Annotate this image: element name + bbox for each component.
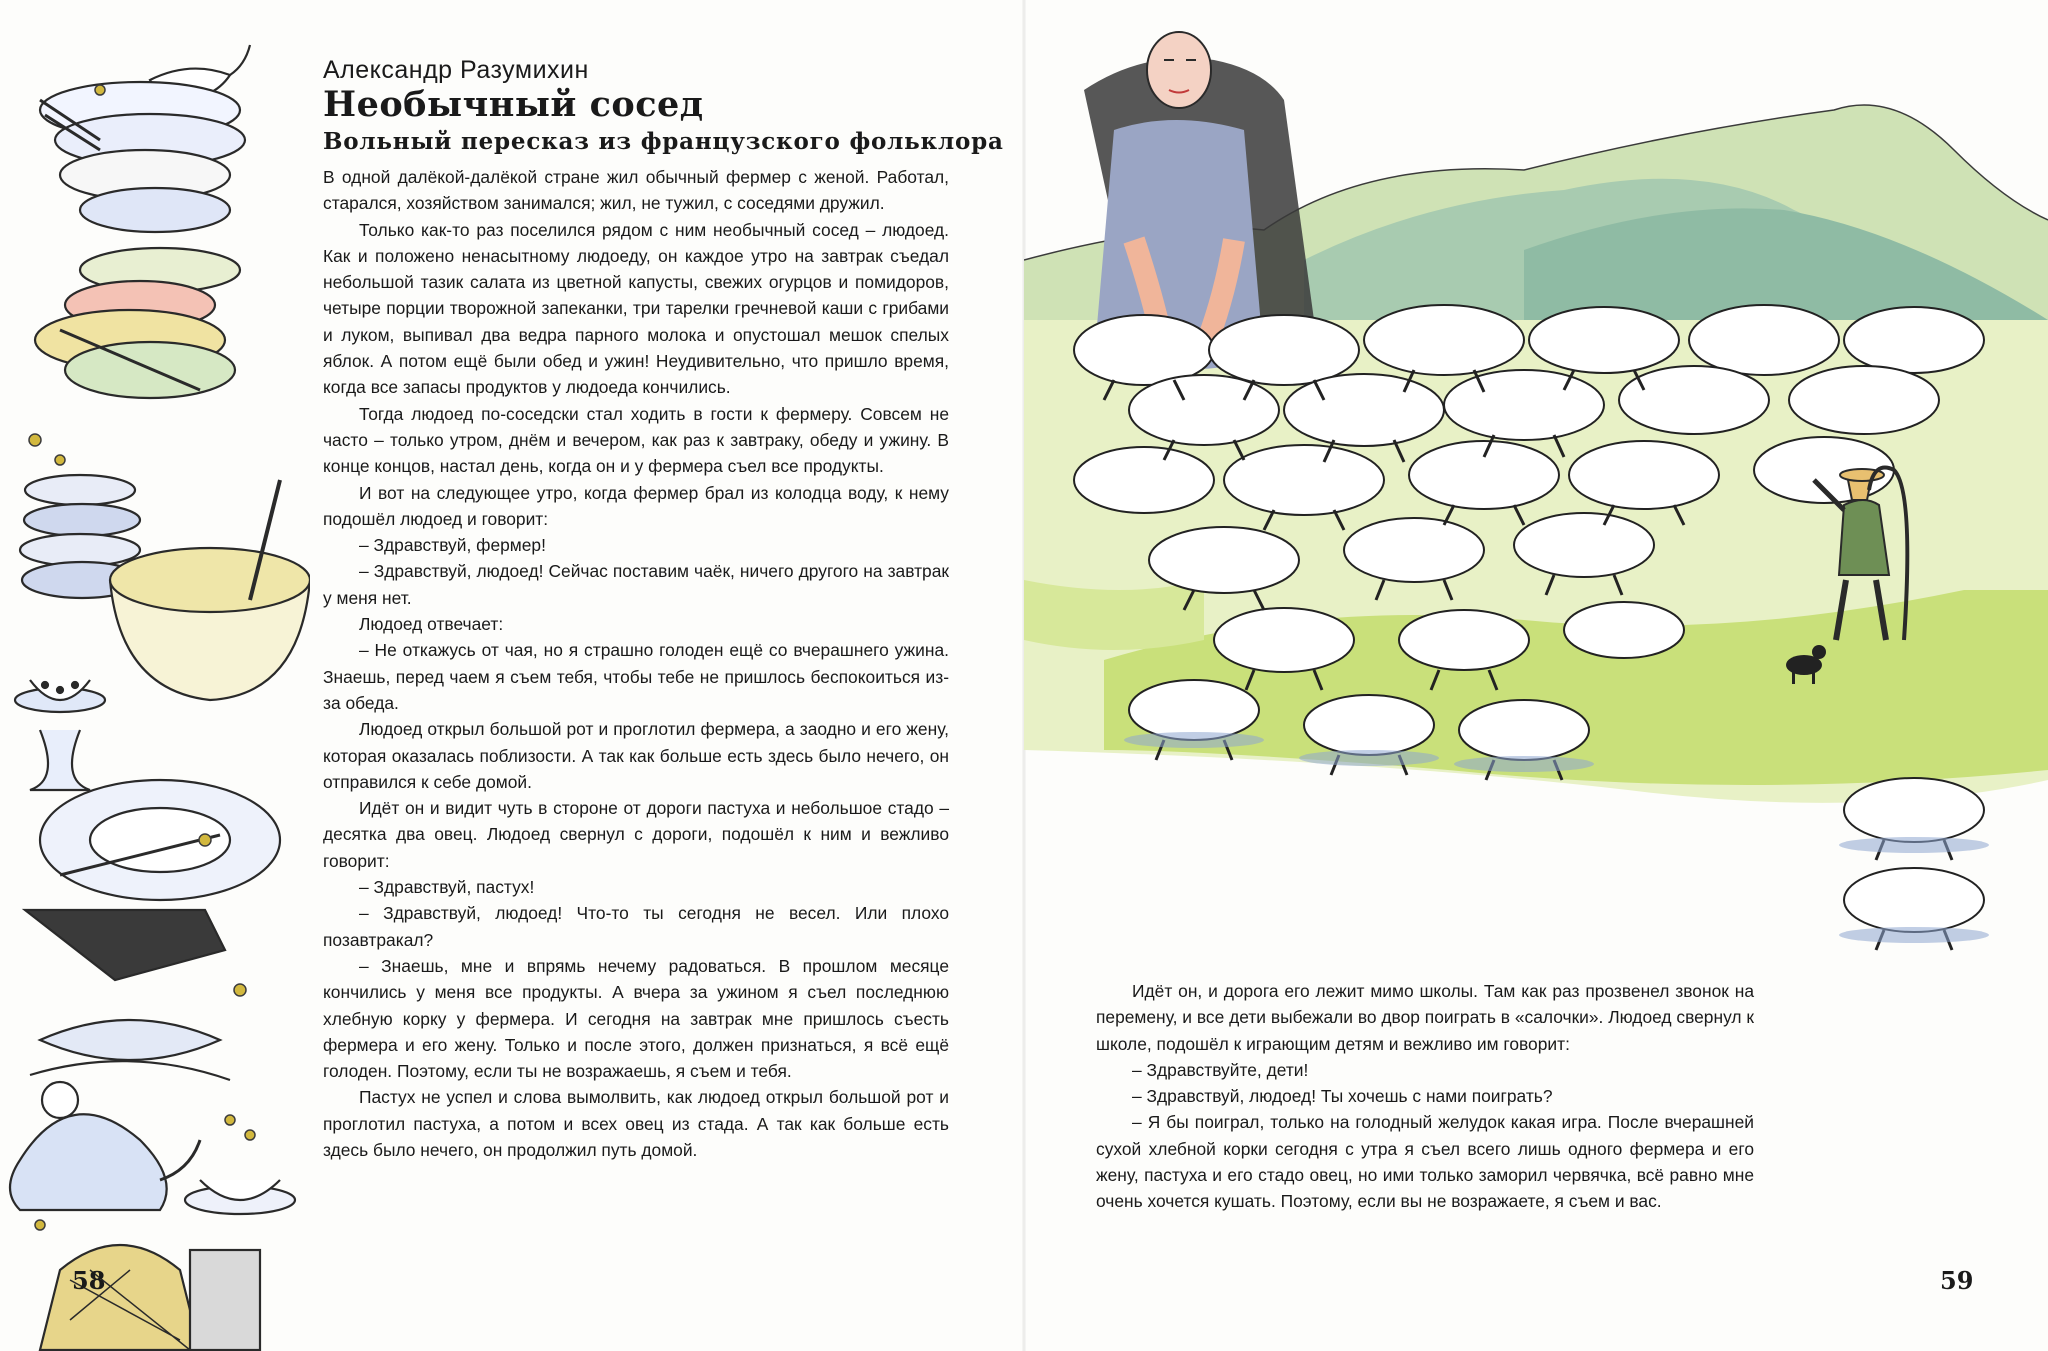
paragraph: Только как-то раз поселился рядом с ним необычный сосед – людоед. Как и положено ненасытному людоеду, он каждое утро на завтрак съедал небольшой тазик салата из цветной капусты, свежих огурцов и помидоров, четыре порции творожной запеканки, три тарелки гречневой каши с грибами и луком, выпивал два ведра парного молока и опустошал мешок спелых яблок. А потом ещё были обед и ужин! Неудивительно, что пришло время, когда все запасы продуктов у людоеда кончились. — [323, 219, 949, 398]
paragraph: Идёт он и видит чуть в стороне от дороги пастуха и небольшое стадо – десятка два овец. Людоед свернул с дороги, подошёл к ним и вежливо говорит: — [323, 798, 949, 871]
paragraph: В одной далёкой-далёкой стране жил обычный фермер с женой. Работал, старался, хозяйством занимался; жил, не тужил, с соседями дружил. — [323, 167, 949, 214]
paragraph: И вот на следующее утро, когда фермер брал из колодца воду, к нему подошёл людоед и говорит: — [323, 482, 949, 529]
paragraph: Тогда людоед по-соседски стал ходить в гости к фермеру. Совсем не часто – только утром, днём и вечером, как раз к завтраку, обеду и ужину. В конце концов, настал день, когда он и у фермера съел все продукты. — [323, 403, 949, 477]
stacked-dishes-drawing — [10, 45, 310, 1350]
paragraph: Пастух не успел и слова вымолвить, как людоед открыл большой рот и проглотил пастуха, а потом и всех овец из стада. А так как больше есть здесь было нечего, он продолжил путь домой. — [323, 1087, 949, 1160]
left-page-text — [323, 164, 949, 1163]
paragraph: – Здравствуй, людоед! Что-то ты сегодня не весел. Или плохо позавтракал? — [323, 903, 949, 950]
page-number-right: 59 — [1940, 1266, 1974, 1295]
kitchenware-illustration — [0, 40, 310, 1351]
story-title: Необычный сосед — [323, 84, 704, 125]
paragraph: Идёт он, и дорога его лежит мимо школы. Там как раз прозвенел звонок на перемену, и все дети выбежали во двор поиграть в «салочки». Людоед свернул к школе, подошёл к играющим детям и вежливо им говорит: — [1096, 981, 1754, 1054]
paragraph: – Здравствуй, людоед! Ты хочешь с нами поиграть? — [1132, 1086, 1553, 1107]
page-number-left: 58 — [72, 1266, 106, 1295]
paragraph: – Знаешь, мне и впрямь нечему радоваться. В прошлом месяце кончились у меня все продукты. А вчера за ужином я съел последнюю хлебную корку у фермера. И сегодня на завтрак мне пришлось съесть фермера и его жену. Только и после этого, должен признаться, я всё ещё голоден. Поэтому, если ты не возражаешь, я съем и тебя. — [323, 955, 949, 1082]
paragraph: – Я бы поиграл, только на голодный желудок какая игра. После вчерашней сухой хлебной корки сегодня с утра я съел всего лишь одного фермера и его жену, пастуха и его стадо овец, но ими только заморил червячка, всё равно мне очень хочется кушать. Поэтому, если вы не возражаете, я съем и вас. — [1096, 1112, 1754, 1212]
paragraph: – Здравствуй, пастух! — [359, 877, 535, 898]
author-name: Александр Разумихин — [323, 56, 589, 84]
story-subtitle: Вольный пересказ из французского фольклора — [323, 128, 1004, 155]
ogre-and-sheep-illustration — [1024, 20, 2048, 980]
paragraph: Людоед открыл большой рот и проглотил фермера, а заодно и его жену, которая оказалась поблизости. А так как больше есть здесь было нечего, он отправился к себе домой. — [323, 719, 949, 792]
paragraph: – Не откажусь от чая, но я страшно голоден ещё со вчерашнего ужина. Знаешь, перед чаем я съем тебя, чтобы тебе не пришлось беспокоиться из-за обеда. — [323, 640, 949, 713]
paragraph: – Здравствуй, фермер! — [359, 535, 546, 556]
paragraph: – Здравствуй, людоед! Сейчас поставим чаёк, ничего другого на завтрак у меня нет. — [323, 561, 949, 608]
paragraph: – Здравствуйте, дети! — [1132, 1059, 1309, 1080]
paragraph: Людоед отвечает: — [359, 614, 504, 635]
right-page-text — [1096, 978, 1754, 1215]
